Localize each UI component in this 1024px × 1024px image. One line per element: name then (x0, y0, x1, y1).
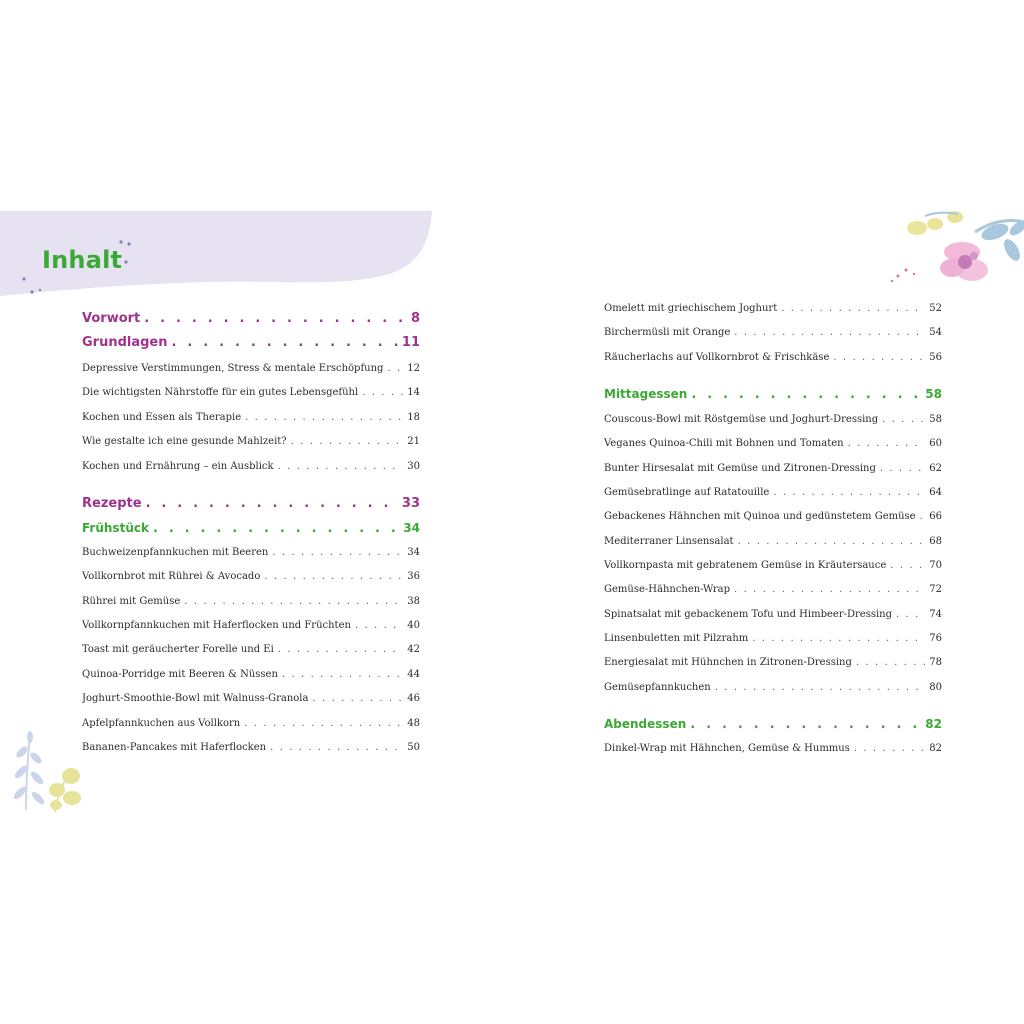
dot-leader (312, 692, 403, 706)
toc-entry-title: Bunter Hirsesalat mit Gemüse und Zitronen-Dressing (604, 463, 876, 474)
toc-page-number: 60 (929, 438, 942, 449)
dot-leader (691, 385, 921, 404)
toc-page-number: 14 (407, 387, 420, 398)
toc-entry-title: Linsenbuletten mit Pilzrahm (604, 633, 749, 644)
toc-entry-title: Rührei mit Gemüse (82, 596, 181, 607)
toc-entry (604, 437, 942, 451)
toc-entry-title: Birchermüsli mit Orange (604, 327, 731, 338)
toc-entry (82, 435, 420, 449)
toc-section-heading (82, 518, 420, 538)
toc-entry (604, 559, 942, 573)
dot-leader (153, 519, 399, 538)
dot-leader (355, 619, 403, 633)
toc-entry-title: Vollkornbrot mit Rührei & Avocado (82, 571, 261, 582)
toc-entry (82, 362, 420, 376)
toc-entry-title: Kochen und Ernährung – ein Ausblick (82, 461, 274, 472)
toc-page-number: 8 (410, 311, 420, 326)
toc-page-number: 52 (929, 303, 942, 314)
toc-entry (604, 326, 942, 340)
dot-leader (362, 386, 403, 400)
toc-page-number: 36 (407, 571, 420, 582)
dot-leader (264, 570, 403, 584)
dot-leader (144, 309, 407, 329)
dot-leader (882, 413, 925, 427)
toc-page-number: 33 (401, 496, 420, 511)
toc-entry-title: Joghurt-Smoothie-Bowl mit Walnuss-Granola (82, 693, 309, 704)
toc-entry-title: Quinoa-Porridge mit Beeren & Nüssen (82, 669, 278, 680)
dot-leader (244, 717, 403, 731)
toc-entry-title: Bananen-Pancakes mit Haferflocken (82, 742, 267, 753)
toc-page-number: 18 (407, 412, 420, 423)
dot-leader (752, 632, 925, 646)
toc-entry-title: Mittagessen (604, 387, 688, 401)
toc-page-number: 21 (407, 436, 420, 447)
toc-entry (82, 570, 420, 584)
toc-entry-title: Toast mit geräucherter Forelle und Ei (82, 644, 274, 655)
toc-entry (604, 681, 942, 695)
toc-entry-title: Abendessen (604, 717, 687, 731)
dot-leader (738, 535, 926, 549)
toc-entry-title: Dinkel-Wrap mit Hähnchen, Gemüse & Hummus (604, 743, 850, 754)
toc-page-number: 12 (407, 363, 420, 374)
toc-entry-title: Gemüse-Hähnchen-Wrap (604, 584, 731, 595)
toc-entry (604, 535, 942, 549)
toc-page-number: 54 (929, 327, 942, 338)
toc-entry-title: Rezepte (82, 496, 142, 511)
toc-entry (604, 656, 942, 670)
toc-entry (604, 302, 942, 316)
toc-entry-title: Gebackenes Hähnchen mit Quinoa und gedünstetem Gemüse (604, 511, 916, 522)
page-title: Inhalt (42, 246, 123, 274)
toc-entry (82, 595, 420, 609)
toc-page-number: 82 (929, 743, 942, 754)
toc-entry-title: Couscous-Bowl mit Röstgemüse und Joghurt-Dressing (604, 414, 879, 425)
toc-entry-title: Vollkornpfannkuchen mit Haferflocken und Früchten (82, 620, 351, 631)
dot-leader (172, 333, 398, 353)
flower-illustration (891, 211, 1024, 282)
dot-leader (896, 608, 925, 622)
dot-leader (854, 742, 925, 756)
toc-entry (604, 583, 942, 597)
dot-leader (278, 460, 404, 474)
toc-entry-title: Wie gestalte ich eine gesunde Mahlzeit? (82, 436, 287, 447)
toc-page-number: 56 (929, 352, 942, 363)
dot-leader (146, 494, 398, 514)
toc-page-number: 42 (407, 644, 420, 655)
toc-entry (604, 608, 942, 622)
toc-entry-title: Grundlagen (82, 335, 168, 350)
toc-page-number: 48 (407, 718, 420, 729)
toc-entry-title: Apfelpfannkuchen aus Vollkorn (82, 718, 241, 729)
toc-page-number: 82 (925, 717, 942, 731)
toc-entry-title: Vorwort (82, 311, 141, 326)
toc-entry (82, 692, 420, 706)
toc-entry-title: Die wichtigsten Nährstoffe für ein gutes Lebensgefühl (82, 387, 359, 398)
toc-entry-title: Veganes Quinoa-Chili mit Bohnen und Tomaten (604, 438, 844, 449)
toc-page-number: 50 (407, 742, 420, 753)
toc-page-number: 80 (929, 682, 942, 693)
toc-entry-title: Gemüsepfannkuchen (604, 682, 711, 693)
toc-entry-title: Vollkornpasta mit gebratenem Gemüse in Kräutersauce (604, 560, 887, 571)
toc-entry (604, 742, 942, 756)
toc-chapter-heading (82, 333, 420, 353)
toc-page-number: 40 (407, 620, 420, 631)
dot-leader (734, 326, 925, 340)
dot-leader (848, 437, 926, 451)
dot-leader (291, 435, 404, 449)
toc-entry (604, 462, 942, 476)
toc-page-number: 44 (407, 669, 420, 680)
toc-entry (82, 546, 420, 560)
toc-entry (82, 717, 420, 731)
toc-entry-title: Spinatsalat mit gebackenem Tofu und Himbeer-Dressing (604, 609, 892, 620)
dot-leader (270, 741, 403, 755)
dot-leader (734, 583, 925, 597)
toc-entry (82, 460, 420, 474)
toc-entry-title: Kochen und Essen als Therapie (82, 412, 242, 423)
toc-entry (82, 643, 420, 657)
toc-entry (82, 619, 420, 633)
dot-leader (890, 559, 925, 573)
toc-page-number: 38 (407, 596, 420, 607)
toc-entry (82, 411, 420, 425)
toc-entry (604, 351, 942, 365)
dot-leader (920, 510, 926, 524)
toc-page-number: 64 (929, 487, 942, 498)
toc-entry-title: Buchweizenpfannkuchen mit Beeren (82, 547, 269, 558)
dot-leader (856, 656, 925, 670)
toc-entry (604, 510, 942, 524)
toc-page-number: 68 (929, 536, 942, 547)
dot-leader (715, 681, 926, 695)
dot-leader (781, 302, 925, 316)
toc-page-number: 62 (929, 463, 942, 474)
toc-page-number: 72 (929, 584, 942, 595)
toc-section-heading (604, 714, 942, 734)
toc-entry (82, 386, 420, 400)
toc-chapter-heading (82, 494, 420, 514)
toc-page-number: 76 (929, 633, 942, 644)
toc-entry (604, 413, 942, 427)
toc-entry-title: Räucherlachs auf Vollkornbrot & Frischkäse (604, 352, 830, 363)
toc-page-number: 58 (929, 414, 942, 425)
dot-leader (880, 462, 925, 476)
toc-entry-title: Depressive Verstimmungen, Stress & mentale Erschöpfung (82, 363, 384, 374)
toc-page-number: 46 (407, 693, 420, 704)
toc-page-number: 78 (929, 657, 942, 668)
dot-leader (773, 486, 925, 500)
toc-page-number: 66 (929, 511, 942, 522)
toc-page-number: 58 (925, 387, 942, 401)
dot-leader (245, 411, 403, 425)
toc-page-number: 74 (929, 609, 942, 620)
dot-leader (690, 715, 921, 734)
toc-entry (82, 741, 420, 755)
toc-entry-title: Omelett mit griechischem Joghurt (604, 303, 778, 314)
dot-leader (184, 595, 403, 609)
dot-leader (282, 668, 403, 682)
dot-leader (272, 546, 403, 560)
toc-entry (604, 632, 942, 646)
toc-page-number: 11 (401, 335, 420, 350)
leaf-illustration (12, 731, 81, 812)
toc-page-number: 34 (407, 547, 420, 558)
toc-entry (604, 486, 942, 500)
toc-entry-title: Energiesalat mit Hühnchen in Zitronen-Dressing (604, 657, 852, 668)
toc-chapter-heading (82, 309, 420, 329)
toc-page-number: 30 (407, 461, 420, 472)
toc-entry-title: Frühstück (82, 521, 149, 535)
dot-leader (278, 643, 403, 657)
toc-page-number: 70 (929, 560, 942, 571)
toc-entry (82, 668, 420, 682)
dot-leader (833, 351, 925, 365)
toc-entry-title: Mediterraner Linsensalat (604, 536, 734, 547)
dot-leader (387, 362, 403, 376)
toc-section-heading (604, 384, 942, 404)
toc-page-number: 34 (403, 521, 420, 535)
toc-entry-title: Gemüsebratlinge auf Ratatouille (604, 487, 770, 498)
